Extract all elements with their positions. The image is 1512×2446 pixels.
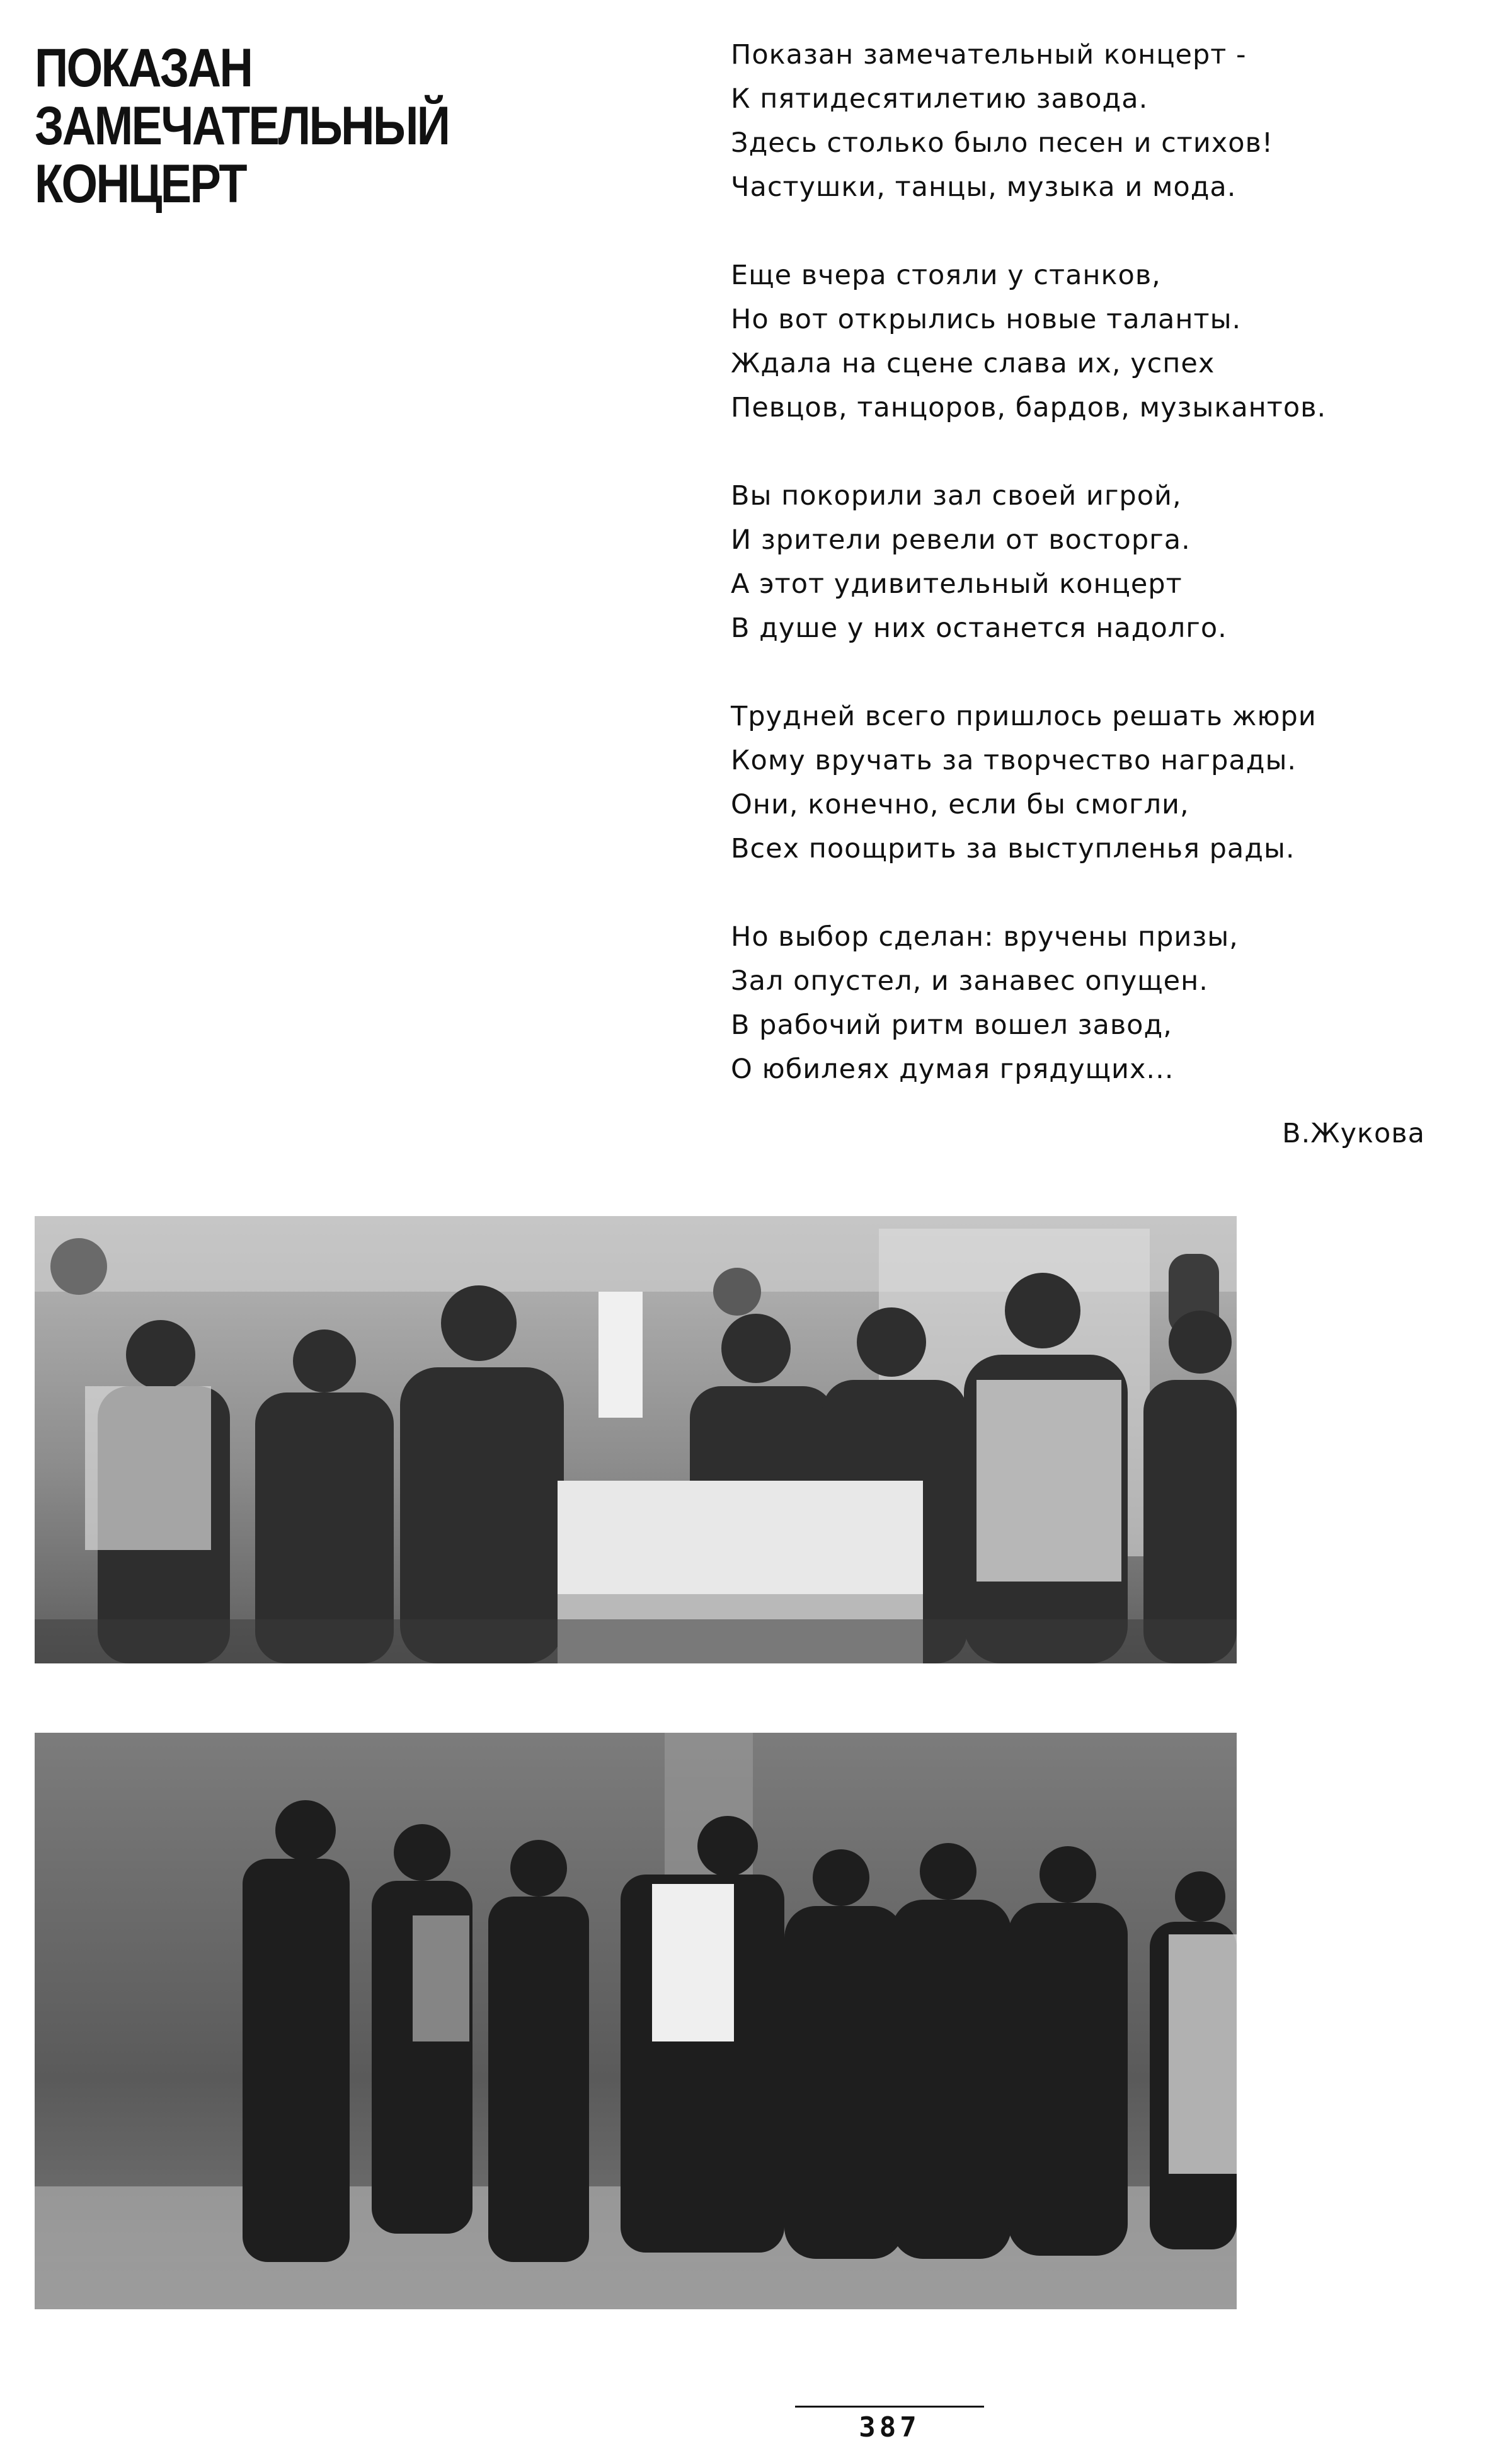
page-number: 387 bbox=[859, 2411, 920, 2443]
poem-line: В рабочий ритм вошел завод, bbox=[731, 1009, 1172, 1041]
poem-line: И зрители ревели от восторга. bbox=[731, 524, 1191, 556]
poem-line: О юбилеях думая грядущих... bbox=[731, 1054, 1174, 1085]
poem-line: Певцов, танцоров, бардов, музыкантов. bbox=[731, 392, 1327, 423]
poem-stanza bbox=[731, 33, 1449, 209]
poem-stanza bbox=[731, 915, 1449, 1091]
poem-line: Частушки, танцы, музыка и мода. bbox=[731, 171, 1237, 203]
poem-line: Зал опустел, и занавес опущен. bbox=[731, 965, 1208, 997]
poem-stanza bbox=[731, 694, 1449, 871]
poem-line: Вы покорили зал своей игрой, bbox=[731, 480, 1182, 512]
stage-photo-standing-image bbox=[35, 1733, 1237, 2309]
poem-line: В душе у них останется надолго. bbox=[731, 612, 1227, 644]
article-title-line: ЗАМЕЧАТЕЛЬНЫЙ bbox=[35, 96, 449, 156]
stage-photo-seated bbox=[35, 1216, 1237, 1663]
poem-line: А этот удивительный концерт bbox=[731, 568, 1183, 600]
poem-stanza bbox=[731, 474, 1449, 650]
poem-line: Всех поощрить за выступленья рады. bbox=[731, 833, 1295, 864]
poem-line: Они, конечно, если бы смогли, bbox=[731, 789, 1189, 820]
poem-line: Но вот открылись новые таланты. bbox=[731, 304, 1242, 335]
poem-line: К пятидесятилетию завода. bbox=[731, 83, 1148, 115]
poem bbox=[731, 33, 1449, 1091]
article-title-line: ПОКАЗАН bbox=[35, 38, 252, 98]
poem-line: Ждала на сцене слава их, успех bbox=[731, 348, 1215, 379]
article-title-line: КОНЦЕРТ bbox=[35, 154, 246, 214]
poem-line: Показан замечательный концерт - bbox=[731, 39, 1247, 71]
poem-stanza bbox=[731, 253, 1449, 430]
poem-line: Кому вручать за творчество награды. bbox=[731, 745, 1297, 776]
poem-line: Трудней всего пришлось решать жюри bbox=[731, 701, 1317, 732]
poem-line: Еще вчера стояли у станков, bbox=[731, 260, 1161, 291]
page-number-rule bbox=[795, 2406, 984, 2408]
stage-photo-standing bbox=[35, 1733, 1237, 2309]
article-title bbox=[35, 39, 522, 213]
stage-photo-seated-image bbox=[35, 1216, 1237, 1663]
poem-line: Здесь столько было песен и стихов! bbox=[731, 127, 1274, 159]
poem-author: В.Жукова bbox=[1282, 1118, 1425, 1149]
poem-line: Но выбор сделан: вручены призы, bbox=[731, 921, 1239, 953]
